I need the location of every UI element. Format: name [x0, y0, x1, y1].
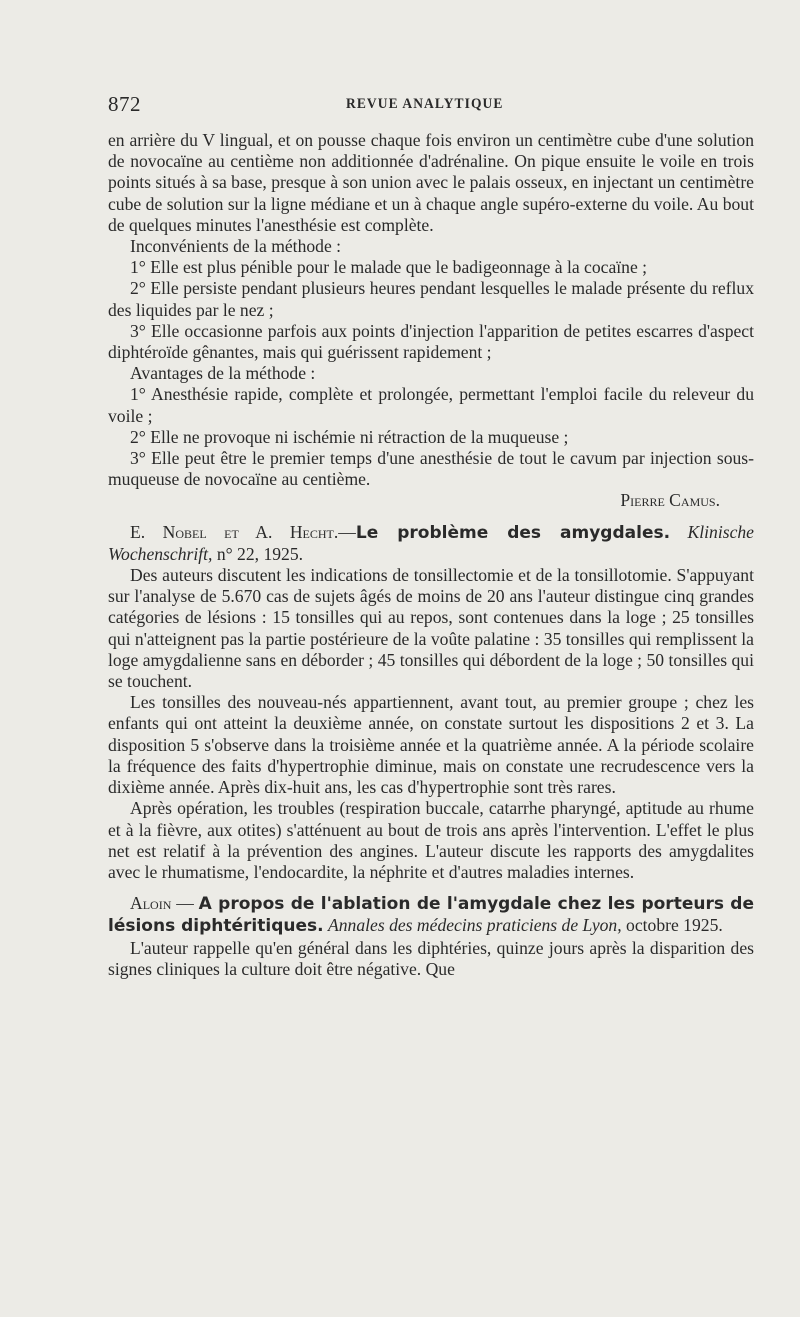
- article-journal: Klinische Wochenschrift,: [108, 521, 754, 564]
- spacer: [108, 883, 754, 893]
- article-citation: [108, 522, 754, 565]
- running-head: REVUE ANALYTIQUE: [346, 96, 504, 112]
- avantage-item-2: 2° Elle ne provoque ni ischémie ni rétraction de la muqueuse ;: [130, 426, 569, 447]
- article-paragraph-3: Après opération, les troubles (respiration buccale, catarrhe pharyngé, aptitude au rhume et à la fièvre, aux otites) s'atténuent au bout de trois ans après l'intervention. L'effet le plus net est relatif à la prévention des angines. L'auteur discute les rapports des amygdalites avec le rhumatisme, l'endocardite, la néphrite et d'autres maladies internes.: [108, 798, 754, 882]
- signature: Pierre Camus.: [620, 490, 720, 511]
- inconvenients-heading: Inconvénients de la méthode :: [130, 236, 342, 257]
- article-reference: octobre 1925.: [626, 915, 723, 936]
- article-title: Le problème des amygdales.: [355, 522, 671, 543]
- article-authors: Aloin: [130, 893, 172, 914]
- article-citation: [108, 893, 754, 937]
- article-title: A propos de l'ablation de l'amygdale chez les porteurs de lésions diphtéritiques.: [108, 894, 755, 937]
- paragraph-intro: en arrière du V lingual, et on pousse chaque fois environ un centimètre cube d'une solution de novocaïne au centième non additionnée d'adrénaline. On pique ensuite le voile en trois points situés à sa base, presque à son union avec le palais osseux, en injectant un centimètre cube de solution sur la ligne médiane et un à chaque angle supéro-externe du voile. Au bout de quelques minutes l'anesthésie est complète.: [108, 130, 754, 235]
- article-paragraph-1: L'auteur rappelle qu'en général dans les diphtéries, quinze jours après la disparition des signes cliniques la culture doit être négative. Que: [108, 937, 754, 979]
- article-authors: E. Nobel et A. Hecht.: [130, 521, 339, 542]
- spacer: [108, 512, 754, 522]
- page-number: 872: [108, 92, 141, 116]
- citation-dash: —: [176, 893, 194, 914]
- page-header: [108, 92, 754, 118]
- article-journal: Annales des médecins praticiens de Lyon,: [328, 915, 622, 936]
- inconvenient-item-2: 2° Elle persiste pendant plusieurs heures pendant lesquelles le malade présente du reflux des liquides par le nez ;: [108, 278, 754, 320]
- body-text: [108, 130, 754, 980]
- article-paragraph-1: Des auteurs discutent les indications de tonsillectomie et de la tonsillotomie. S'appuyant sur l'analyse de 5.670 cas de sujets âgés de moins de 20 ans l'auteur distingue cinq grandes catégories de lésions : 15 tonsilles qui au repos, sont contenues dans la loge ; 25 tonsilles qui n'atteignent pas la partie postérieure de la voûte palatine : 35 tonsilles qui remplissent la loge amygdalienne sans en déborder ; 45 tonsilles qui débordent de la loge ; 50 tonsilles qui se touchent.: [108, 565, 754, 692]
- inconvenient-item-3: 3° Elle occasionne parfois aux points d'injection l'apparition de petites escarres d'aspect diphtéroïde gênantes, mais qui guérissent rapidement ;: [108, 320, 754, 363]
- article-paragraph-2: Les tonsilles des nouveau-nés appartiennent, avant tout, au premier groupe ; chez les enfants qui ont atteint la deuxième année, on constate surtout les dispositions 2 et 3. La disposition 5 s'observe dans la troisième année et la quatrième année. A la période scolaire la fréquence des faits d'hypertrophie diminue, mais on constate une recrudescence vers la dixième année. Après dix-huit ans, les cas d'hypertrophie sont très rares.: [108, 692, 754, 798]
- avantage-item-3: 3° Elle peut être le premier temps d'une anesthésie de tout le cavum par injection sous-muqueuse de novocaïne au centième.: [108, 448, 754, 490]
- article-reference: n° 22, 1925.: [216, 543, 304, 564]
- avantages-heading: Avantages de la méthode :: [130, 363, 316, 384]
- avantage-item-1: 1° Anesthésie rapide, complète et prolongée, permettant l'emploi facile du releveur du voile ;: [108, 384, 754, 426]
- inconvenient-item-1: 1° Elle est plus pénible pour le malade que le badigeonnage à la cocaïne ;: [130, 257, 648, 278]
- citation-dash: —: [338, 521, 356, 542]
